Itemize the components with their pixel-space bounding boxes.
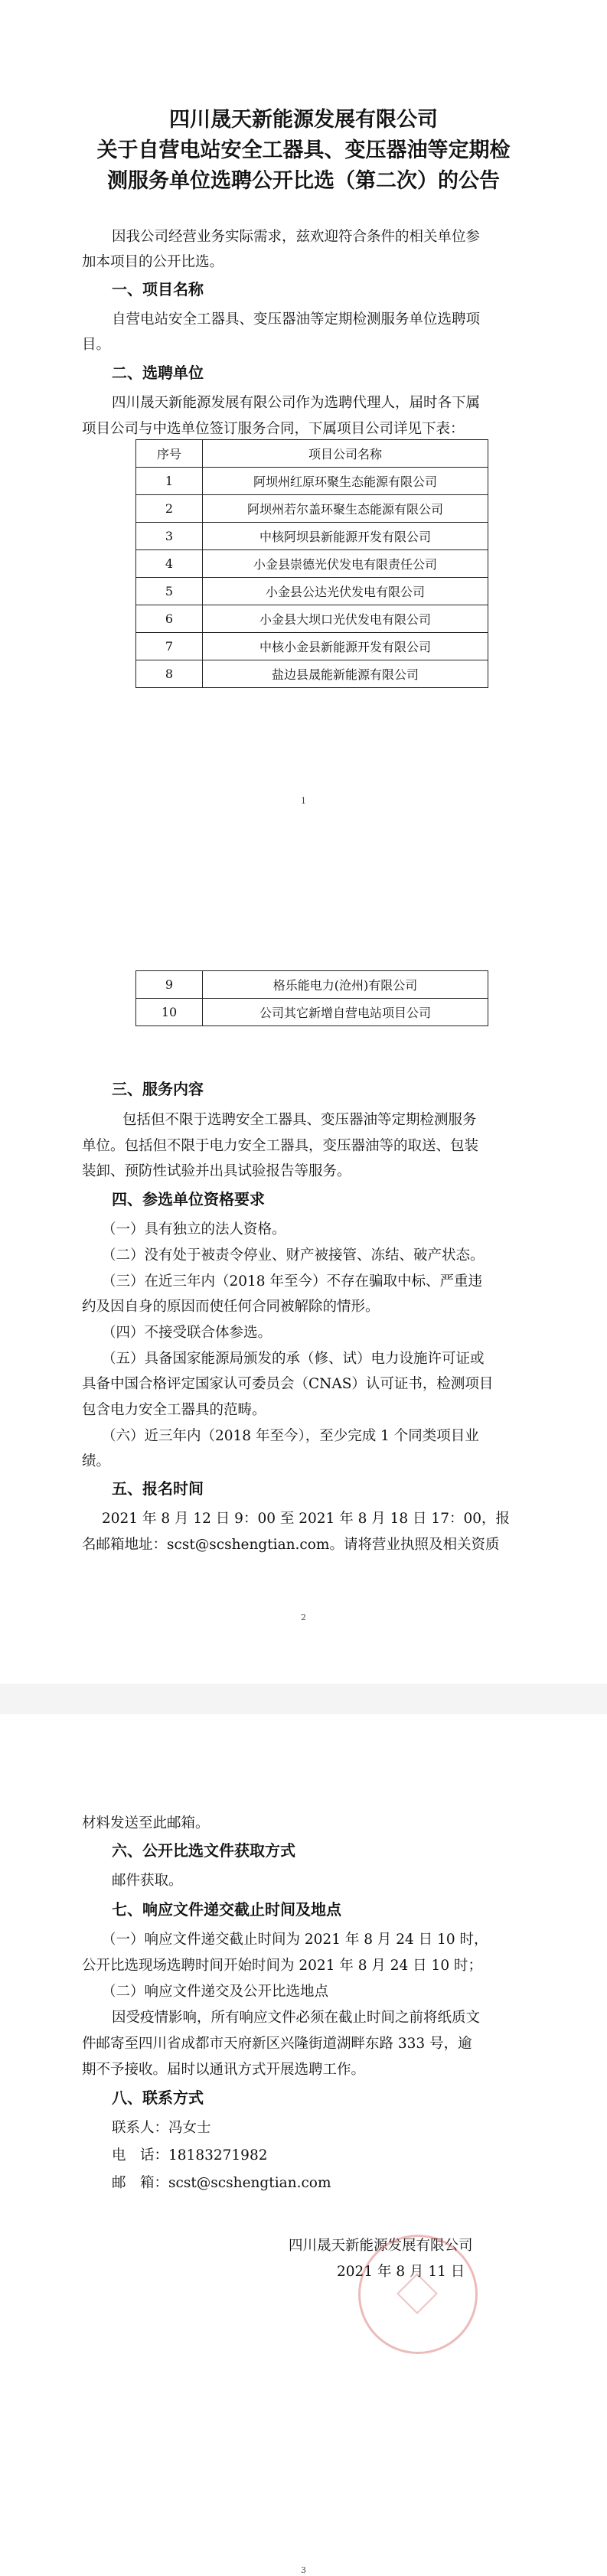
email-line	[112, 2173, 331, 2193]
row-no: 3	[136, 523, 203, 550]
requirement-line: 具备中国合格评定国家认可委员会（CNAS）认可证书，检测项目	[82, 1376, 494, 1392]
deadline-line: （二）响应文件递交及公开比选地点	[102, 1984, 329, 2000]
page-separator	[0, 1684, 607, 1714]
table-row	[136, 605, 488, 633]
table-row	[136, 578, 488, 605]
table-row	[136, 495, 488, 523]
section-8-heading: 八、联系方式	[112, 2089, 204, 2107]
company-table-part-2	[135, 970, 488, 1026]
section-2-body-line-2: 项目公司与中选单位签订服务合同，下属项目公司详见下表：	[82, 421, 465, 437]
section-6-heading: 六、公开比选文件获取方式	[112, 1841, 295, 1860]
doc-title-line-2: 关于自营电站安全工器具、变压器油等定期检	[96, 139, 511, 162]
row-company-name: 中核小金县新能源开发有限公司	[203, 633, 488, 660]
requirement-line: 绩。	[82, 1453, 111, 1469]
row-company-name: 阿坝州若尔盖环聚生态能源有限公司	[203, 495, 488, 523]
row-no: 7	[136, 633, 203, 660]
company-table-part-1	[135, 439, 488, 688]
requirement-line: （四）不接受联合体参选。	[102, 1325, 272, 1341]
phone-line	[112, 2146, 268, 2165]
section-3-body-line-3: 装卸、预防性试验并出具试验报告等服务。	[82, 1163, 351, 1179]
page-number: 3	[301, 2565, 306, 2575]
row-no: 10	[136, 999, 203, 1026]
deadline-line: 件邮寄至四川省成都市天府新区兴隆街道湖畔东路 333 号，逾	[82, 2036, 472, 2052]
page-number: 1	[301, 796, 306, 806]
row-company-name: 盐边县晟能新能源有限公司	[203, 660, 488, 688]
row-no: 6	[136, 605, 203, 633]
row-company-name: 阿坝州红原环聚生态能源有限公司	[203, 468, 488, 495]
table-header-no: 序号	[136, 440, 203, 468]
table-row	[136, 660, 488, 688]
signature-company: 四川晟天新能源发展有限公司	[289, 2238, 473, 2254]
row-company-name: 中核阿坝县新能源开发有限公司	[203, 523, 488, 550]
email-address: scst@scshengtian.com	[168, 2175, 331, 2191]
company-seal-stamp	[358, 2235, 478, 2354]
row-company-name: 小金县公达光伏发电有限公司	[203, 578, 488, 605]
deadline-line: 公开比选现场选聘时间开始时间为 2021 年 8 月 24 日 10 时；	[82, 1958, 482, 1974]
requirement-line: 约及因自身的原因而使任何合同被解除的情形。	[82, 1299, 380, 1315]
table-row	[136, 523, 488, 550]
deadline-line: 期不予接收。届时以通讯方式开展选聘工作。	[82, 2062, 366, 2078]
section-1-body-line-1: 自营电站安全工器具、变压器油等定期检测服务单位选聘项	[112, 311, 481, 328]
section-3-heading: 三、服务内容	[112, 1080, 204, 1098]
requirement-line: （二）没有处于被责令停业、财产被接管、冻结、破产状态。	[102, 1247, 485, 1264]
email-label: 邮 箱：	[112, 2175, 169, 2191]
requirement-line: （六）近三年内（2018 年至今），至少完成 1 个同类项目业	[102, 1428, 479, 1444]
section-2-body-line-1: 四川晟天新能源发展有限公司作为选聘代理人，届时各下属	[112, 395, 481, 411]
page-number: 2	[301, 1612, 306, 1622]
document-page-2	[0, 857, 607, 1714]
row-company-name: 公司其它新增自营电站项目公司	[203, 999, 488, 1026]
row-no: 9	[136, 971, 203, 999]
requirement-line: （三）在近三年内（2018 年至今）不存在骗取中标、严重违	[102, 1273, 482, 1290]
section-5-body-cont: 材料发送至此邮箱。	[82, 1815, 210, 1831]
row-no: 1	[136, 468, 203, 495]
document-page-1	[0, 0, 607, 857]
phone-label: 电 话：	[112, 2147, 169, 2164]
section-6-body: 邮件获取。	[112, 1873, 183, 1889]
table-row	[136, 971, 488, 999]
table-row	[136, 633, 488, 660]
table-header-name: 项目公司名称	[203, 440, 488, 468]
section-3-body-line-2: 单位。包括但不限于电力安全工器具，变压器油等的取送、包装	[82, 1138, 479, 1154]
signature-date: 2021 年 8 月 11 日	[337, 2264, 465, 2280]
table-row	[136, 468, 488, 495]
intro-line-2: 加本项目的公开比选。	[82, 254, 224, 270]
section-4-heading: 四、参选单位资格要求	[112, 1190, 265, 1208]
document-page-3	[0, 1714, 607, 2576]
row-company-name: 小金县崇德光伏发电有限责任公司	[203, 550, 488, 578]
contact-person: 联系人：冯女士	[112, 2120, 211, 2136]
phone-number: 18183271982	[168, 2147, 268, 2164]
intro-line-1: 因我公司经营业务实际需求，兹欢迎符合条件的相关单位参	[112, 229, 481, 245]
section-5-heading: 五、报名时间	[112, 1479, 204, 1498]
section-1-heading: 一、项目名称	[112, 280, 204, 298]
section-7-heading: 七、响应文件递交截止时间及地点	[112, 1900, 341, 1919]
row-company-name: 格乐能电力(沧州)有限公司	[203, 971, 488, 999]
section-1-body-line-2: 目。	[82, 337, 111, 353]
requirement-line: （一）具有独立的法人资格。	[102, 1221, 286, 1237]
row-no: 5	[136, 578, 203, 605]
deadline-line: （一）响应文件递交截止时间为 2021 年 8 月 24 日 10 时，	[102, 1932, 488, 1948]
doc-title-line-3: 测服务单位选聘公开比选（第二次）的公告	[107, 169, 500, 193]
row-company-name: 小金县大坝口光伏发电有限公司	[203, 605, 488, 633]
table-row	[136, 550, 488, 578]
deadline-line: 因受疫情影响，所有响应文件必须在截止时间之前将纸质文	[112, 2010, 481, 2026]
row-no: 2	[136, 495, 203, 523]
section-2-heading: 二、选聘单位	[112, 364, 204, 382]
section-3-body-line-1: 包括但不限于选聘安全工器具、变压器油等定期检测服务	[122, 1112, 477, 1128]
row-no: 8	[136, 660, 203, 688]
doc-title-line-1: 四川晟天新能源发展有限公司	[169, 108, 438, 132]
section-5-body-line-1: 2021 年 8 月 12 日 9：00 至 2021 年 8 月 18 日 17：00，报	[102, 1511, 511, 1527]
section-5-body-line-2: 名邮箱地址：scst@scshengtian.com。请将营业执照及相关资质	[82, 1537, 500, 1553]
requirement-line: （五）具备国家能源局颁发的承（修、试）电力设施许可证或	[102, 1351, 485, 1367]
table-header-row	[136, 440, 488, 468]
requirement-line: 包含电力安全工器具的范畴。	[82, 1402, 266, 1418]
table-row	[136, 999, 488, 1026]
row-no: 4	[136, 550, 203, 578]
